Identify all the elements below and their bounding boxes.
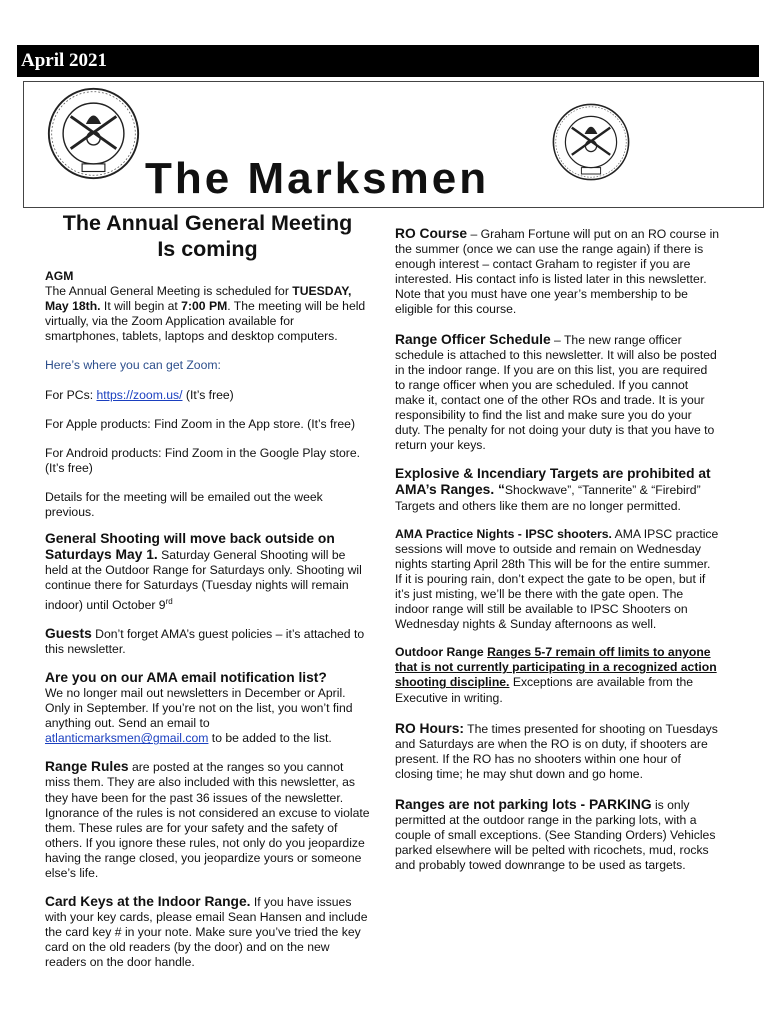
ro-schedule-heading: Range Officer Schedule [395,331,551,347]
agm-heading-line2: Is coming [157,237,258,261]
range-rules-text: are posted at the ranges so you cannot miss them. They are also included with this newsletter, as they have been for the past 36 issues of the newsletter. Ignorance of the rules is not considered an excuse to violate them. These rules are for your safety and the safety of others. If you ignore these rules, not only do you jeopardize having the range closed, you jeopardize yours or someone else’s life. [45,760,370,880]
general-shooting-heading: General Shooting will move back outside on Saturdays May 1. [45,531,335,563]
general-shooting-section [45,531,370,613]
newsletter-title: The Marksmen [145,154,490,203]
agm-text: The Annual General Meeting is scheduled for [45,284,293,299]
guests-text: Don’t forget AMA’s guest policies – it’s attached to this newsletter. [45,626,365,656]
range-rules-section [45,759,370,881]
parking-text: is only permitted at the outdoor range in the parking lots, with a couple of small exceptions. (See Standing Orders) Vehicles parked elsewhere will be pelted with ricochets, mud, rocks and probably towed downrange to be used as targets. [395,798,716,873]
outdoor-range-restriction: Ranges 5-7 remain off limits to anyone that is not currently participating in a recognized action shooting discipline. [395,645,717,690]
outdoor-range-section [395,645,720,705]
agm-text-2: It will begin at [100,299,182,314]
club-seal-icon [46,86,141,181]
email-text-2: to be added to the list. [208,731,332,746]
general-shooting-text: Saturday General Shooting will be held at the Outdoor Range for Saturdays only. Shooting wil continue there for Saturdays (Tuesday nights will remain indoor) until October 9 [45,548,362,612]
guests-section [45,626,370,657]
card-keys-text: If you have issues with your key cards, please email Sean Hansen and include the card key # in your note. Make sure you’ve tried the key card on the old readers (by the door) and on the new readers on the door handle. [45,895,368,970]
range-rules-heading: Range Rules [45,759,129,775]
club-seal-icon [551,102,631,182]
ro-schedule-text: – The new range officer schedule is attached to this newsletter. It will also be posted in the indoor range. If you are on this list, you are required to range officer when you are scheduled. If you cannot make it, contact one of the other ROs and trade. It is your responsibility to find the list and make sure you do your duty. The penalty for not doing your duty is that you have to return your keys. [395,332,717,453]
explosive-section [395,466,720,513]
zoom-pcs [45,388,370,403]
agm-label: AGM [45,269,74,283]
ro-hours-heading: RO Hours: [395,720,464,736]
ro-hours-text: The times presented for shooting on Tuesdays and Saturdays are when the RO is on duty, if shooters are present. If the RO has no shooters within one hour of closing time; he may shut down and go home. [395,721,718,781]
outdoor-range-heading: Outdoor Range [395,645,488,660]
email-heading: Are you on our AMA email notification list? [45,669,327,685]
email-text: We no longer mail out newsletters in December or April. Only in September. If you’re not on the list, you won’t find anything out. Send an email to [45,685,353,731]
explosive-text: Shockwave”, “Tannerite” & “Firebird” Targets and others like them are no longer permitted. [395,483,701,513]
zoom-apple: For Apple products: Find Zoom in the App store. (It’s free) [45,416,356,431]
right-column [395,210,720,873]
meeting-details: Details for the meeting will be emailed out the week previous. [45,489,323,520]
card-keys-heading: Card Keys at the Indoor Range. [45,894,251,910]
practice-nights-text: AMA IPSC practice sessions will move to outside and remain on Wednesday nights starting April 28th This will be for the entire summer. If it is pouring rain, don’t expect the gate to be open, but if it’s just misting, we’ll be there with the gate open. The indoor range will still be available to IPSC Shooters on Wednesday nights & Sunday afternoons as well. [395,526,719,632]
email-section [45,670,370,746]
ro-schedule-section [395,332,720,454]
email-link[interactable]: atlanticmarksmen@gmail.com [45,731,209,746]
agm-heading: The Annual General Meeting [62,211,353,235]
zoom-intro: Here’s where you can get Zoom: [45,358,221,373]
practice-nights-section [395,527,720,633]
zoom-link[interactable]: https://zoom.us/ [96,387,183,402]
outdoor-range-text: Exceptions are available from the Executive in writing. [395,675,694,705]
issue-date: April 2021 [21,50,108,71]
parking-section [395,797,720,873]
left-column [45,210,370,971]
general-shooting-sup: rd [165,596,173,606]
agm-text-3: . The meeting will be held virtually, via the Zoom Application available for smartphones, tablets, laptops and desktop computers. [45,299,366,344]
explosive-heading: Explosive & Incendiary Targets are prohibited at AMA’s Ranges. “ [395,466,711,498]
pcs-note: (It’s free) [182,387,234,402]
agm-time: 7:00 PM [181,299,228,314]
pcs-label: For PCs: [45,387,97,402]
parking-heading: Ranges are not parking lots - PARKING [395,797,652,812]
ro-course-section [395,226,720,318]
agm-date: TUESDAY, May 18th. [45,284,352,314]
date-banner [17,45,759,77]
agm-section [45,269,370,344]
ro-hours-section [395,721,720,782]
zoom-android: For Android products: Find Zoom in the Google Play store. (It’s free) [45,445,360,475]
guests-heading: Guests [45,625,92,641]
card-keys-section [45,894,370,970]
ro-course-heading: RO Course [395,226,468,241]
ro-course-text: – Graham Fortune will put on an RO course in the summer (once we can use the range again) if there is enough interest – contact Graham to register if you are interested. His contact info is listed later in this newsletter. Note that you must have one year’s membership to be eligible for this course. [395,227,720,317]
practice-nights-heading: AMA Practice Nights - IPSC shooters. [395,526,612,541]
masthead [23,81,764,208]
